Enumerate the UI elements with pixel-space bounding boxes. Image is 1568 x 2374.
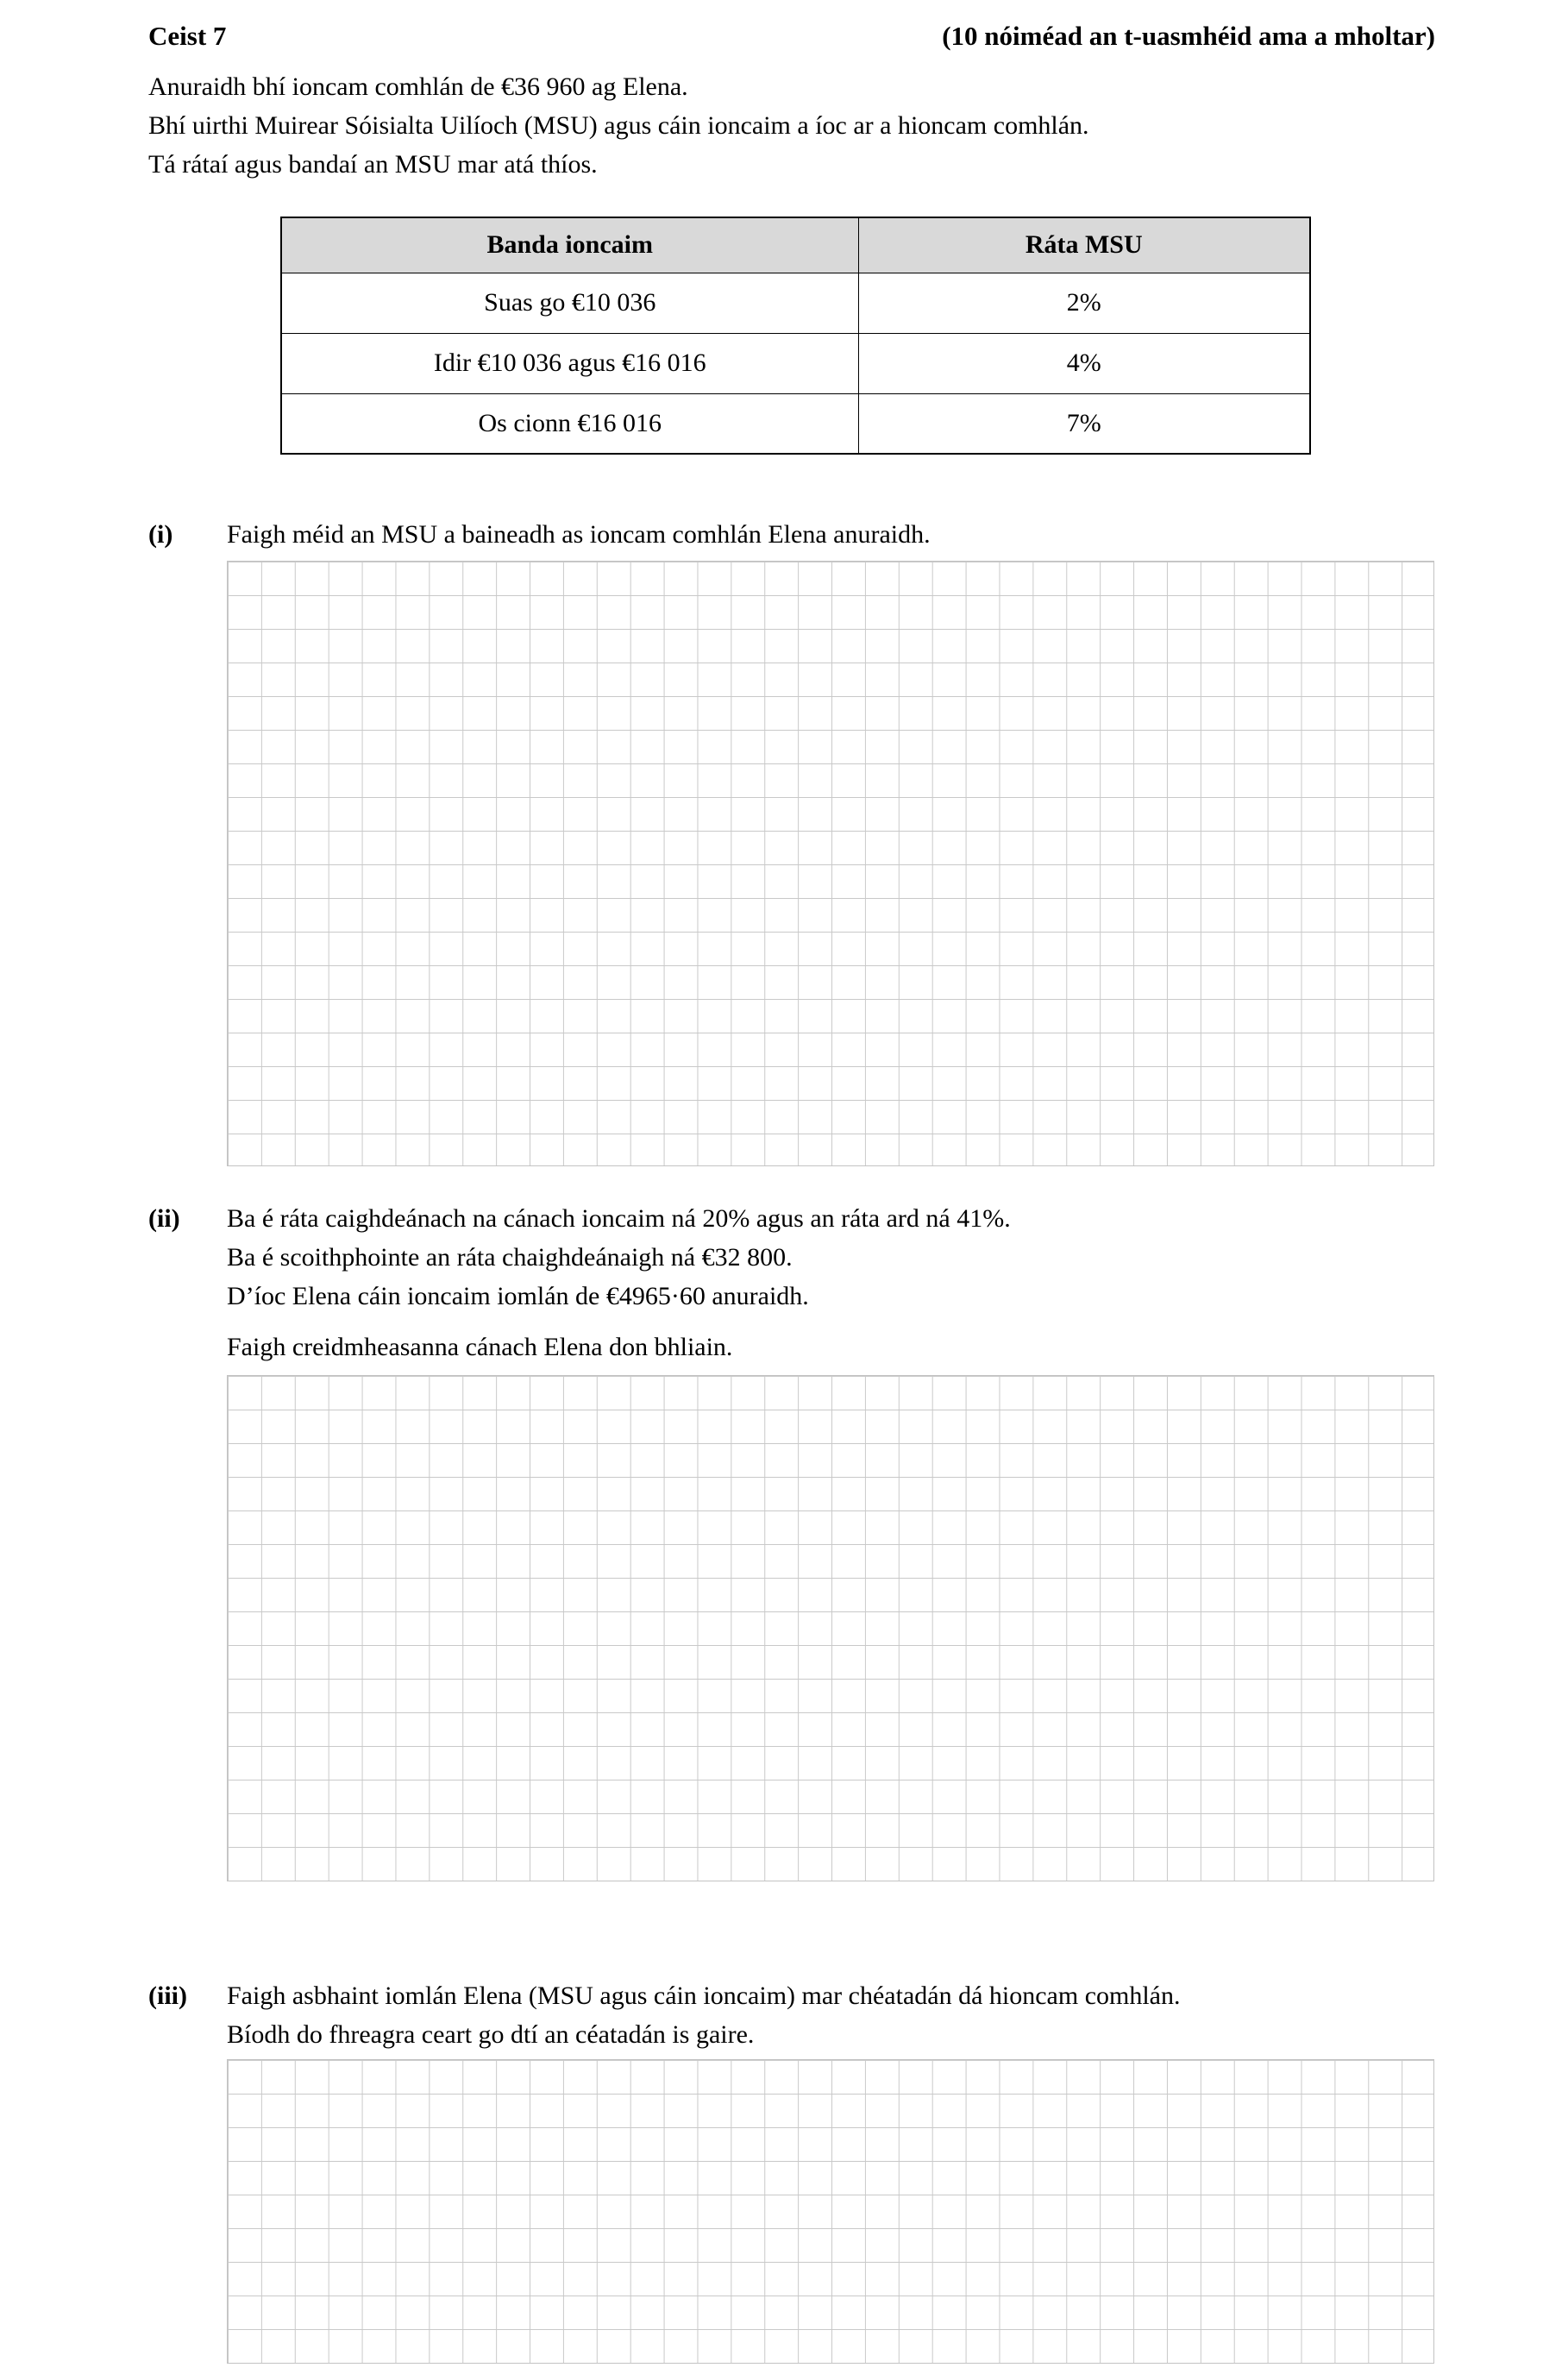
part-i [148, 515, 1435, 554]
part-line: Bíodh do fhreagra ceart go dtí an céatadán is gaire. [227, 2020, 755, 2049]
intro-line: Bhí uirthi Muirear Sóisialta Uilíoch (MSU) agus cáin ioncaim a íoc ar a hioncam comhlán. [148, 111, 1089, 140]
part-ii-label: (ii) [148, 1204, 180, 1233]
msu-rate-cell: 4% [858, 333, 1310, 393]
column-header-rata-msu: Ráta MSU [858, 217, 1310, 273]
income-band-cell: Suas go €10 036 [281, 273, 858, 333]
msu-rate-cell: 2% [858, 273, 1310, 333]
question-number: Ceist 7 [148, 21, 227, 51]
part-iii-text [227, 1976, 1435, 2054]
income-band-cell: Os cionn €16 016 [281, 393, 858, 454]
part-line: Ba é ráta caighdeánach na cánach ioncaim ná 20% agus an ráta ard ná 41%. [227, 1204, 1011, 1233]
part-iii [148, 1976, 1435, 2054]
part-ii-prompt: Faigh creidmheasanna cánach Elena don bhliain. [227, 1333, 733, 1361]
intro-paragraph [148, 67, 1435, 184]
part-i-label: (i) [148, 520, 173, 549]
part-ii [148, 1199, 1435, 1366]
time-allocation-note: (10 nóiméad an t-uasmhéid ama a mholtar) [942, 21, 1435, 51]
part-i-text [227, 515, 1435, 554]
income-band-cell: Idir €10 036 agus €16 016 [281, 333, 858, 393]
answer-grid-part-iii [227, 2059, 1434, 2364]
question-header [148, 19, 1435, 53]
msu-rate-cell: 7% [858, 393, 1310, 454]
part-line: Ba é scoithphointe an ráta chaighdeánaigh ná €32 800. [227, 1243, 793, 1272]
column-header-banda-ioncaim: Banda ioncaim [281, 217, 858, 273]
part-line: D’íoc Elena cáin ioncaim iomlán de €4965·60 anuraidh. [227, 1282, 809, 1310]
intro-line: Anuraidh bhí ioncam comhlán de €36 960 ag Elena. [148, 72, 688, 101]
table-header-row [281, 217, 1310, 273]
table-row [281, 333, 1310, 393]
part-iii-label: (iii) [148, 1981, 187, 2010]
answer-grid-part-ii [227, 1375, 1434, 1881]
part-line: Faigh asbhaint iomlán Elena (MSU agus cáin ioncaim) mar chéatadán dá hioncam comhlán. [227, 1981, 1181, 2010]
part-line: Faigh méid an MSU a baineadh as ioncam comhlán Elena anuraidh. [227, 520, 931, 549]
table-row [281, 273, 1310, 333]
intro-line: Tá rátaí agus bandaí an MSU mar atá thíos. [148, 150, 598, 179]
msu-rates-table [280, 217, 1311, 455]
answer-grid-part-i [227, 561, 1434, 1166]
part-ii-text [227, 1199, 1435, 1366]
table-row [281, 393, 1310, 454]
